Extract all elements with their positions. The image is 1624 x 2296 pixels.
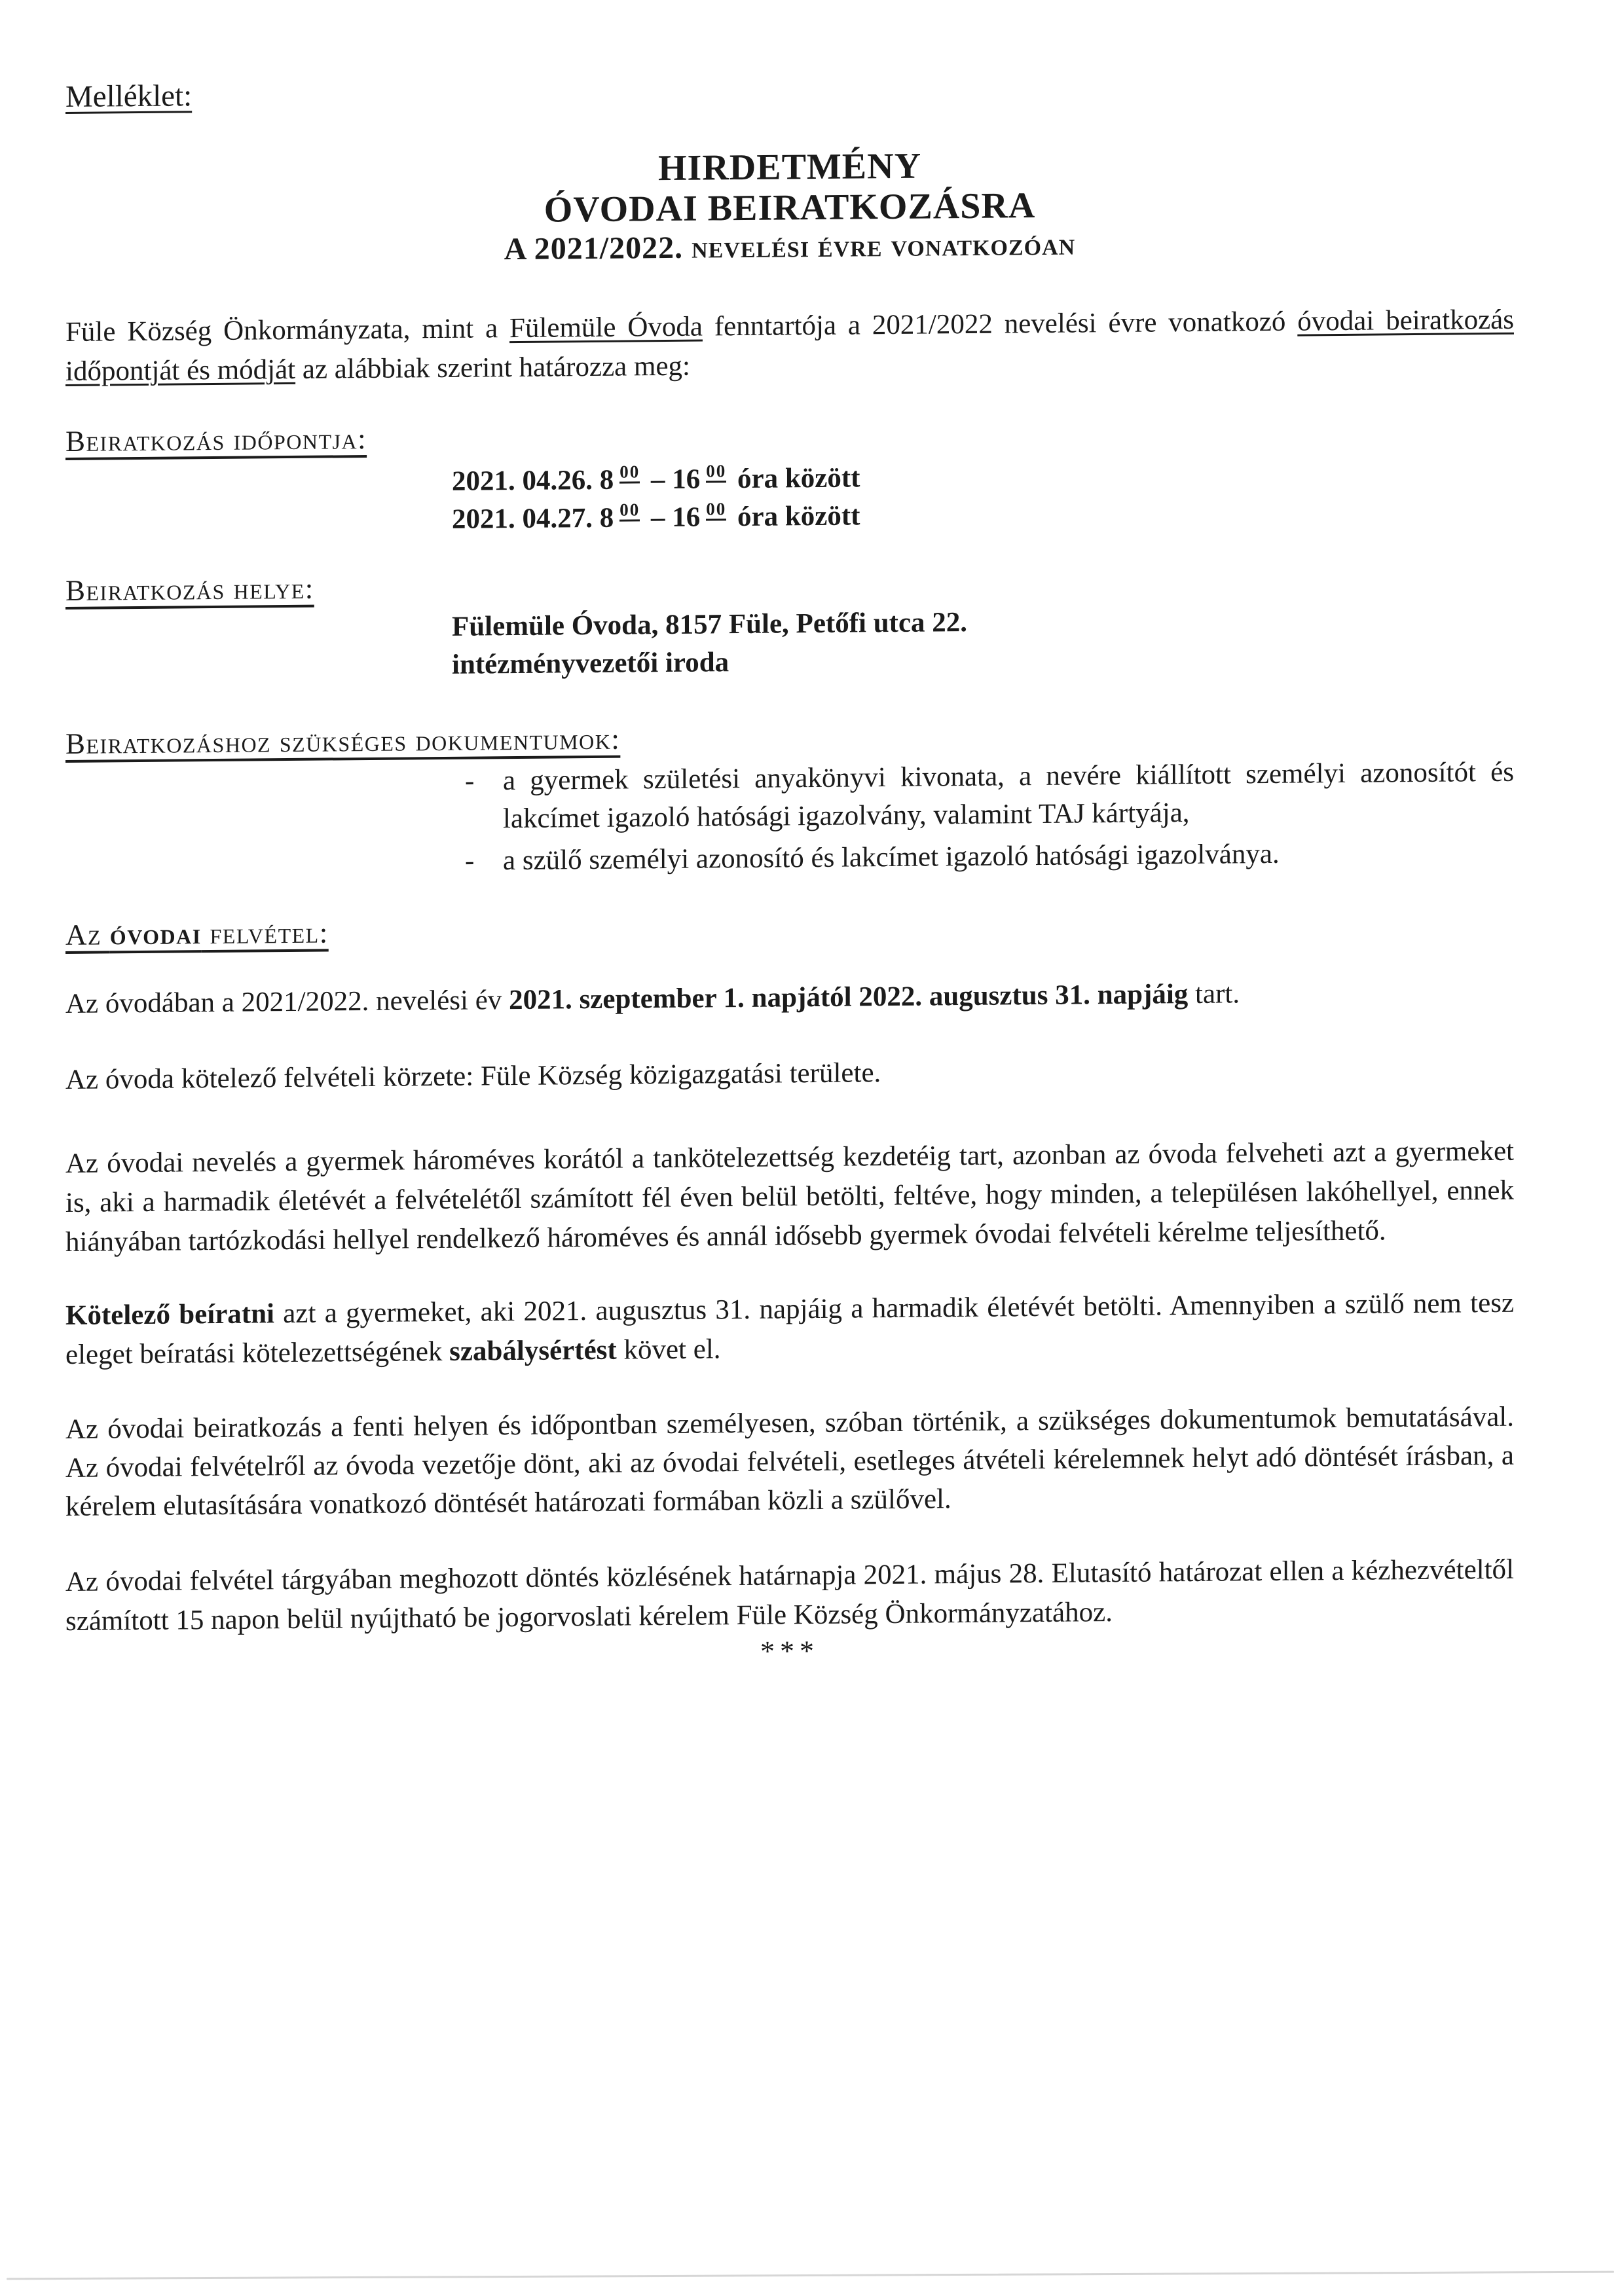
notice-title-line1: HIRDETMÉNY [657,145,922,189]
scan-artifact-line [7,2271,1614,2280]
district-paragraph: Az óvoda kötelező felvételi körzete: Füle Község közigazgatási területe. [65,1057,881,1095]
school-year-bold-range: 2021. szeptember 1. napjától 2022. augusztus 31. napjáig [509,979,1189,1016]
intro-paragraph [65,301,1514,392]
intro-run-underlined-enrollment: óvodai beiratkozás időpontját és módját [65,304,1514,387]
notice-title-line2: ÓVODAI BEIRATKOZÁSRA [544,185,1036,230]
notice-title-block [65,141,1514,272]
superscript-hour: 00 [619,463,640,483]
violation-bold: szabálysértést [449,1334,617,1367]
document-content [65,65,1514,1674]
superscript-hour: 00 [706,462,726,483]
school-year-paragraph: Az óvodában a 2021/2022. nevelési év 2021. szeptember 1. napjától 2022. augusztus 31. napjáig tart. [65,978,1240,1019]
list-item-text: a szülő személyi azonosító és lakcímet igazoló hatósági igazolványa. [503,838,1280,877]
end-asterisks: *** [760,1634,819,1667]
section-heading-admission: Az óvodai felvétel: [65,916,329,951]
dash-bullet: - [465,765,475,797]
superscript-hour: 00 [706,500,726,520]
mandatory-enrollment-paragraph: Kötelező beíratni azt a gyermeket, aki 2021. augusztus 31. napjáig a harmadik életévét betölti. Amennyiben a szülő nem tesz eleget beíratási kötelezettségének szabálysértést követ el. [65,1287,1515,1370]
required-documents-list [65,754,1514,884]
section-heading-required-documents: Beiratkozáshoz szükséges dokumentumok: [65,722,621,760]
list-item [465,833,1514,881]
list-item-text: a gyermek születési anyakönyvi kivonata, a nevére kiállított személyi azonosítót és lakcímet igazoló hatósági igazolvány, valamint TAJ kártyája, [503,756,1514,835]
age-rules-paragraph: Az óvodai nevelés a gyermek hároméves korától a tankötelezettség kezdetéig tart, azonban az óvoda felveheti azt a gyermeket is, aki a harmadik életévét a felvételétől számított fél éven belül betölti, feltéve, hogy minden, a településen lakóhellyel, ennek hiányában tartózkodási hellyel rendelkező hároméves és annál idősebb gyermek óvodai felvételi kérelme teljesíthető. [65,1135,1514,1258]
list-item [465,754,1514,839]
section-heading-enrollment-time: Beiratkozás időpontja: [65,422,367,458]
intro-run: fenntartója a 2021/2022 nevelési évre vonatkozó [702,306,1298,342]
decision-deadline-paragraph: Az óvodai felvétel tárgyában meghozott döntés közlésének határnapja 2021. május 28. Elutasító határozat ellen a kézhezvételtől számított 15 napon belül nyújtható be jogorvoslati kérelem Füle Község Önkormányzatához. [65,1554,1514,1637]
enrollment-place-address: Fülemüle Óvoda, 8157 Füle, Petőfi utca 22. [452,606,968,642]
intro-run: Füle Község Önkormányzata, mint a [65,313,510,348]
section-heading-enrollment-place: Beiratkozás helye: [65,572,314,607]
enrollment-time-line2: 2021. 04.27. 8 00 – 16 00 óra között [452,499,860,535]
superscript-hour: 00 [619,501,640,521]
intro-run-underlined-school-name: Fülemüle Óvoda [509,311,703,344]
attachment-label: Melléklet: [65,79,193,114]
dash-bullet: - [465,845,475,877]
procedure-paragraph: Az óvodai beiratkozás a fenti helyen és időpontban személyesen, szóban történik, a szükséges dokumentumok bemutatásával. Az óvodai felvételről az óvoda vezetője dönt, aki az óvodai felvételi, esetleges átvételi kérelemnek helyt adó döntését írásban, a kérelem elutasítására vonatkozó döntését határozati formában közli a szülővel. [65,1401,1514,1522]
notice-title-line3: A 2021/2022. nevelési évre vonatkozóan [504,227,1076,267]
mandatory-bold-lead: Kötelező beíratni [65,1298,274,1331]
intro-run: az alábbiak szerint határozza meg: [295,350,690,385]
enrollment-place-office: intézményvezetői iroda [452,647,729,680]
enrollment-place-lines [452,599,1514,684]
enrollment-time-lines [452,454,1514,539]
enrollment-time-line1: 2021. 04.26. 8 00 – 16 00 óra között [452,461,860,497]
